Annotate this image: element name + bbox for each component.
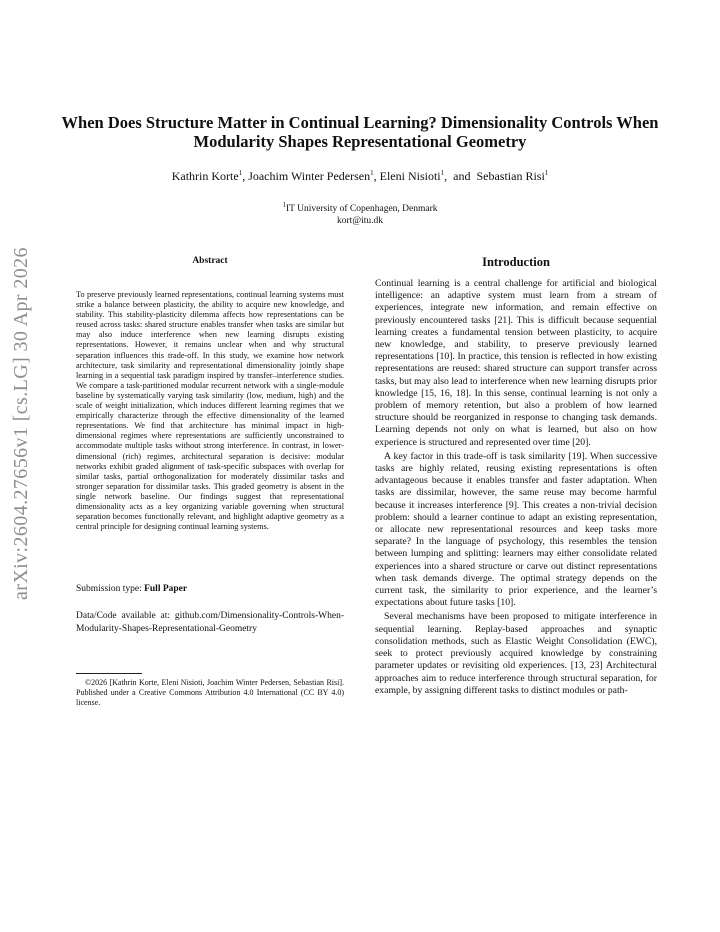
author-name: Eleni Nisioti [379,169,441,183]
data-code-availability: Data/Code available at: github.com/Dimensionality-Controls-When-Modularity-Shapes-Representational-Geometry [76,611,344,634]
affiliation-mark: 1 [440,169,445,177]
abstract-text: To preserve previously learned representations, continual learning systems must strike a balance between plasticity, the ability to acquire new knowledge, and stability. This stability-plasticity dilemma affects how representations can be reused across tasks: shared structure enables transfer when tasks are similar but may also induce interference when new learning disrupts existing representations. However, it remains unclear when and why structural separation influences this trade-off. In this study, we examine how network architecture, task similarity and representational dimensionality jointly shape learning in a sequential task paradigm inspired by transfer–interference studies. We compare a task-partitioned modular recurrent network with a single-module baseline by systematically varying task similarity (low, medium, high) and the scale of weight initialization, which induces different learning regimes that we empirically characterize through the effective dimensionality of the learned representations. We find that architecture has minimal impact in high-dimensional regimes where representations are sufficiently unconstrained to accommodate multiple tasks without strong interference. In contrast, in lower-dimensional (rich) regimes, architectural separation is decisive: modular networks exhibit graded alignment of task-specific subspaces with overlap for similar tasks, partial orthogonalization for moderately dissimilar tasks and stronger separation for dissimilar tasks. This graded geometry is absent in the single network baseline. Our findings suggest that representational dimensionality acts as a key organizing variable governing when structural separation becomes functionally relevant, and highlight adaptive geometry as a central principle for designing continual learning systems. [76,290,344,532]
introduction-paragraph: A key factor in this trade-off is task similarity [19]. When successive tasks are highly related, reusing existing representations is often advantageous because it enables transfer and faster adaptation. When tasks are dissimilar, however, the same reuse may become harmful because it increases interference [9]. This creates a non-trivial decision problem: should a learner continue to adapt an existing representation, or allocate new representational resources and keep tasks more separate? In the language of psychology, this resembles the tension between lumping and splitting: learners may either consolidate related experiences into a shared structure or carve out distinct representations when task demands diverge. The optimal strategy depends on the current task, the similarity to prior experience, and the learner’s expectations about future tasks [10]. [375,450,657,609]
author-list: Kathrin Korte$^1$, Joachim Winter Pedersen$^1$, Eleni Nisioti$^1$, and Sebastian Risi$^1$ [171,169,549,183]
author-name: Sebastian Risi [476,169,545,183]
introduction-heading: Introduction [482,255,550,269]
contact-email: kort@itu.dk [337,216,383,227]
affiliation [60,199,660,227]
affiliation-mark: 1 [238,169,243,177]
introduction-paragraph: Continual learning is a central challenge for artificial and biological intelligence: an adaptive system must learn from a stream of experiences, integrate new information, and remain effective on previously encountered tasks [21]. This is difficult because sequential learning creates a fundamental tension between plasticity, to acquire new knowledge, and stability, to preserve previously learned representations [10]. In practice, this tension is reflected in how existing representations are reused: shared structure can support transfer across tasks, but may also lead to interference when new learning disrupts prior knowledge [15, 16, 18]. In this sense, continual learning is not only a problem of memory retention, but also a problem of how learned structure should be reorganized in response to changing task demands. Learning depends not only on what is learned, but also on how experience is structured and represented over time [20]. [375,278,657,448]
affiliation-name: IT University of Copenhagen, Denmark [285,204,438,215]
affiliation-mark: 1 [282,201,286,209]
submission-type-value: Full Paper [144,584,188,595]
affiliation-mark: 1 [370,169,374,177]
footnote-divider [76,673,142,674]
affiliation-mark: 1 [544,169,549,177]
author-name: Joachim Winter Pedersen [248,169,371,183]
author-name: Kathrin Korte [171,169,239,183]
left-column [76,256,344,708]
abstract-heading: Abstract [192,256,228,266]
arxiv-identifier-stamp: arXiv:2604.27656v1 [cs.LG] 30 Apr 2026 [10,247,32,600]
paper-title: When Does Structure Matter in Continual Learning? Dimensionality Controls When Modularity Shapes Representational Geometry [61,113,659,151]
copyright-footnote: ©2026 [Kathrin Korte, Eleni Nisioti, Joachim Winter Pedersen, Sebastian Risi]. Published under a Creative Commons Attribution 4.0 International (CC BY 4.0) license. [76,678,344,708]
introduction-section [375,256,657,697]
submission-type-label: Submission type: [76,584,142,595]
introduction-paragraph: Several mechanisms have been proposed to mitigate interference in sequential learning. Replay-based approaches and synaptic consolidation methods, such as Elastic Weight Consolidation (EWC), seek to protect previously acquired knowledge by constraining parameter updates or revisiting old experiences. [13, 23] Architectural approaches aim to reduce interference through structural separation, for example, by assigning different tasks to distinct modules or path- [375,611,657,696]
submission-type [76,584,344,594]
